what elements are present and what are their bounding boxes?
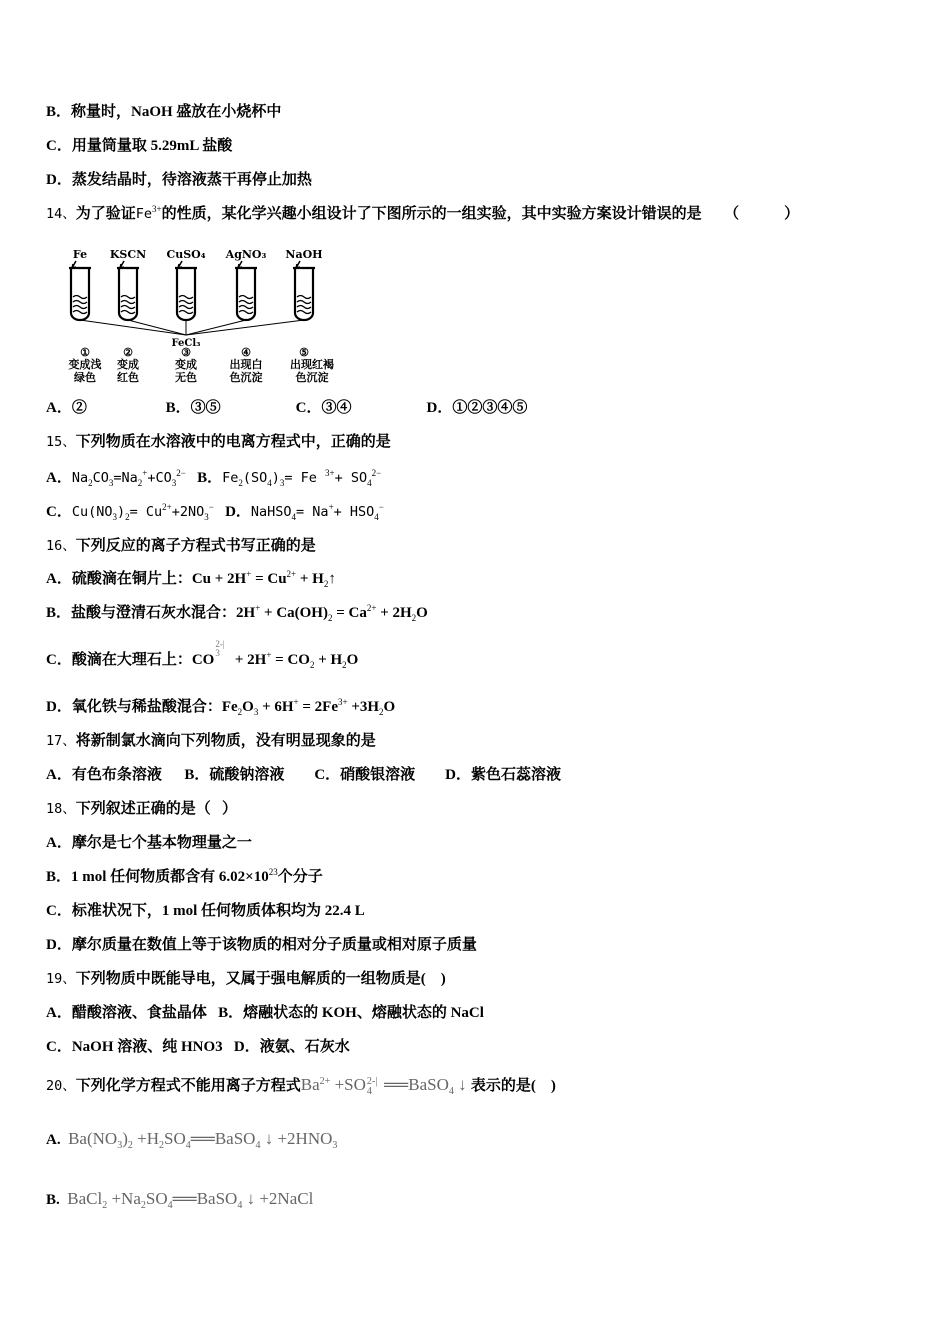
text-segment: 下列化学方程式不能用离子方程式 — [75, 1078, 301, 1094]
result-number: ② — [123, 346, 133, 359]
text-segment: O — [242, 699, 254, 715]
reagent-label: AgNO₃ — [225, 248, 267, 261]
document-line — [46, 170, 312, 190]
text-segment: 2 — [137, 478, 143, 488]
text-segment: Na — [71, 470, 89, 486]
text-segment: D． — [426, 400, 453, 416]
text-segment: ) — [271, 470, 280, 486]
connector-line — [186, 320, 304, 335]
result-text: 色沉淀 — [295, 371, 329, 384]
text-segment: B．1 mol 任何物质都含有 6.02×10 — [46, 869, 269, 885]
text-segment: + 2H — [227, 652, 267, 668]
text-segment: − — [378, 502, 384, 512]
text-segment: 19、 — [46, 971, 76, 987]
liquid-wave — [121, 296, 135, 299]
text-segment: 23 — [268, 867, 278, 877]
text-segment: = Cu — [129, 504, 163, 520]
text-segment: + — [328, 502, 334, 512]
text-segment: − — [208, 502, 214, 512]
document-line — [46, 204, 799, 224]
text-segment: +3H — [347, 699, 380, 715]
text-segment: D．蒸发结晶时，待溶液蒸干再停止加热 — [46, 172, 312, 188]
text-segment: 个分子 — [277, 869, 323, 885]
result-text: 绿色 — [74, 371, 96, 384]
connector-line — [80, 320, 186, 335]
text-segment: D．氧化铁与稀盐酸混合：Fe — [46, 699, 238, 715]
text-segment: ══BaSO — [379, 1075, 449, 1094]
text-segment: + H — [296, 571, 324, 587]
text-segment: 17、 — [46, 733, 76, 749]
text-segment: 2 — [342, 660, 347, 670]
document-line — [46, 1037, 350, 1057]
text-segment: A．摩尔是七个基本物理量之一 — [46, 835, 252, 851]
text-segment: + H — [314, 652, 343, 668]
text-segment: D．摩尔质量在数值上等于该物质的相对分子质量或相对原子质量 — [46, 937, 477, 953]
text-segment: C． — [46, 504, 72, 520]
text-segment: 2+ — [319, 1076, 331, 1087]
result-number: ⑤ — [299, 346, 309, 359]
text-segment: C．NaOH 溶液、纯 HNO3 D．液氨、石灰水 — [46, 1039, 350, 1055]
text-segment: 2− — [371, 468, 382, 478]
text-segment: +CO — [147, 470, 172, 486]
text-segment: Fe — [222, 470, 239, 486]
text-segment: ② — [71, 400, 166, 416]
text-segment: +H — [132, 1129, 160, 1148]
liquid-wave — [239, 296, 253, 299]
text-segment: 2 — [411, 613, 417, 623]
text-segment: B． — [197, 470, 223, 486]
result-text: 红色 — [117, 371, 139, 384]
stacked-charge-index: 2-|4 — [366, 1075, 378, 1097]
liquid-wave — [239, 301, 253, 304]
text-segment: 3 — [112, 512, 117, 522]
text-segment: 16、 — [46, 538, 76, 554]
text-segment: ══BaSO — [172, 1189, 238, 1208]
text-segment: 4 — [448, 1086, 454, 1097]
text-segment: A． — [46, 470, 72, 486]
result-text: 出现红褐 — [290, 358, 334, 371]
liquid-wave — [297, 311, 311, 314]
liquid-wave — [179, 306, 193, 309]
text-segment: 2 — [327, 613, 333, 623]
reagent-label: KSCN — [109, 248, 147, 261]
connector-line — [128, 320, 186, 335]
text-segment: B．盐酸与澄清石灰水混合：2H — [46, 605, 256, 621]
document-line — [46, 799, 237, 819]
text-segment: BaCl — [67, 1189, 103, 1208]
text-segment: 下列物质中既能导电，又属于强电解质的一组物质是( ) — [75, 971, 446, 987]
text-segment: = CO — [271, 652, 310, 668]
text-segment: =Na — [113, 470, 138, 486]
text-segment: 将新制氯水滴向下列物质，没有明显现象的是 — [75, 733, 376, 749]
document-line — [46, 398, 527, 418]
text-segment: ③④ — [321, 400, 427, 416]
liquid-wave — [73, 301, 87, 304]
text-segment: ↓ +2NaCl — [242, 1189, 314, 1208]
document-line — [46, 102, 281, 122]
liquid-wave — [297, 301, 311, 304]
result-number: ③ — [181, 346, 191, 359]
text-segment: A. — [46, 1132, 69, 1148]
text-segment: = Na — [296, 504, 329, 520]
document-line — [46, 432, 391, 452]
text-segment: 15、 — [46, 434, 76, 450]
text-segment: ↑ — [328, 571, 336, 587]
experiment-diagram — [52, 243, 352, 388]
text-segment: Fe — [135, 206, 153, 222]
liquid-wave — [179, 311, 193, 314]
document-line — [46, 603, 428, 623]
text-segment: 2+ — [366, 603, 377, 613]
document-line — [46, 569, 336, 589]
text-segment: 2 — [237, 707, 243, 717]
text-segment: + 2H — [376, 605, 412, 621]
text-segment: + 6H — [258, 699, 294, 715]
reagent-label: NaOH — [285, 248, 323, 261]
reagent-label: CuSO₄ — [166, 248, 206, 261]
text-segment: B．称量时，NaOH 盛放在小烧杯中 — [46, 104, 282, 120]
document-line — [46, 1129, 337, 1150]
text-segment: 2 — [102, 1200, 108, 1211]
text-segment: +2NO — [171, 504, 205, 520]
document-line — [46, 765, 561, 785]
text-segment: 3+ — [338, 697, 348, 707]
text-segment: 4 — [237, 1200, 243, 1211]
result-text: 变成浅 — [68, 358, 102, 371]
document-line — [46, 468, 381, 488]
text-segment: 3 — [108, 478, 114, 488]
text-segment: 2 — [309, 660, 315, 670]
text-segment: 3 — [204, 512, 209, 522]
document-line — [46, 901, 365, 921]
document-line — [46, 1189, 313, 1210]
document-line — [46, 969, 446, 989]
text-segment: ↓ +2HNO — [260, 1129, 333, 1148]
text-segment: C．标准状况下，1 mol 任何物质体积均为 22.4 L — [46, 903, 365, 919]
text-segment: 3+ — [152, 204, 162, 214]
text-segment: ↓ — [453, 1075, 471, 1094]
text-segment: 4 — [374, 512, 379, 522]
text-segment: Ba — [300, 1075, 320, 1094]
text-segment: A． — [46, 400, 72, 416]
result-number: ① — [80, 346, 90, 359]
text-segment: NaHSO — [250, 504, 292, 520]
text-segment: + — [246, 569, 252, 579]
text-segment: + — [266, 650, 272, 660]
connector-line — [186, 320, 246, 335]
text-segment: 4 — [367, 478, 372, 488]
text-segment: + Ca(OH) — [260, 605, 328, 621]
text-segment: = Fe — [284, 470, 326, 486]
text-segment: O — [383, 699, 396, 715]
text-segment: 2 — [140, 1200, 146, 1211]
text-segment: 18、 — [46, 801, 76, 817]
document-line — [46, 731, 376, 751]
center-reagent-label: FeCl₃ — [171, 338, 201, 349]
text-segment: 的性质，某化学兴趣小组设计了下图所示的一组实验，其中实验方案设计错误的是 （ ） — [161, 206, 800, 222]
document-line — [46, 1003, 484, 1023]
text-segment: A．硫酸滴在铜片上：Cu + 2H — [46, 571, 247, 587]
text-segment: 2 — [238, 478, 243, 488]
text-segment: SO — [164, 1129, 186, 1148]
result-text: 出现白 — [229, 358, 263, 371]
text-segment: ) — [116, 504, 126, 520]
text-segment: O — [416, 605, 428, 621]
text-segment: A．有色布条溶液 B．硫酸钠溶液 C．硝酸银溶液 D．紫色石蕊溶液 — [46, 767, 562, 783]
liquid-wave — [297, 296, 311, 299]
text-segment: + — [255, 603, 261, 613]
liquid-wave — [239, 306, 253, 309]
text-segment: 4 — [167, 1200, 173, 1211]
text-segment: 3 — [117, 1140, 123, 1151]
text-segment: SO — [145, 1189, 168, 1208]
liquid-wave — [239, 311, 253, 314]
text-segment: + — [293, 697, 299, 707]
text-segment: = 2Fe — [298, 699, 338, 715]
document-line — [46, 697, 395, 717]
text-segment: = Ca — [332, 605, 367, 621]
text-segment: 2− — [176, 468, 186, 478]
liquid-wave — [73, 296, 87, 299]
result-text: 无色 — [175, 371, 197, 384]
text-segment: 2+ — [162, 502, 172, 512]
text-segment: 2 — [323, 579, 329, 589]
liquid-wave — [179, 296, 193, 299]
text-segment: +SO — [330, 1075, 366, 1094]
text-segment: 下列叙述正确的是（ ） — [75, 801, 238, 817]
result-text: 变成 — [175, 358, 197, 371]
document-line — [46, 638, 359, 670]
text-segment: 2 — [159, 1140, 165, 1151]
text-segment: B． — [165, 400, 191, 416]
text-segment: A．醋酸溶液、食盐晶体 B．熔融状态的 KOH、熔融状态的 NaCl — [46, 1005, 484, 1021]
liquid-wave — [121, 301, 135, 304]
text-segment: C．用量筒量取 5.29mL 盐酸 — [46, 138, 233, 154]
text-segment: 4 — [267, 478, 272, 488]
text-segment: ) — [122, 1129, 128, 1148]
text-segment: C． — [295, 400, 322, 416]
stacked-charge-index: 2-|3 — [215, 638, 225, 658]
text-segment: 2+ — [286, 569, 297, 579]
text-segment: 2 — [125, 512, 130, 522]
text-segment: 下列物质在水溶液中的电离方程式中，正确的是 — [75, 434, 391, 450]
text-segment: 4 — [291, 512, 297, 522]
text-segment: CO — [92, 470, 109, 486]
text-segment: B. — [46, 1192, 68, 1208]
liquid-wave — [73, 306, 87, 309]
liquid-wave — [179, 301, 193, 304]
document-line — [46, 502, 384, 522]
text-segment: 表示的是( ) — [470, 1078, 556, 1094]
text-segment: +Na — [107, 1189, 141, 1208]
text-segment: 3 — [171, 478, 177, 488]
text-segment: + SO — [334, 470, 368, 486]
text-segment — [186, 470, 197, 486]
text-segment: = Cu — [251, 571, 287, 587]
text-segment: ( — [86, 1129, 93, 1148]
text-segment: 3 — [279, 478, 285, 488]
text-segment: ③⑤ — [190, 400, 296, 416]
result-number: ④ — [241, 346, 251, 359]
text-segment: Cu(NO — [71, 504, 113, 520]
document-line — [46, 136, 232, 156]
text-segment: O — [346, 652, 359, 668]
text-segment: 4 — [185, 1140, 191, 1151]
liquid-wave — [121, 306, 135, 309]
text-segment: 下列反应的离子方程式书写正确的是 — [75, 538, 316, 554]
text-segment: 2 — [379, 707, 384, 717]
text-segment: (SO — [242, 470, 268, 486]
document-line — [46, 833, 252, 853]
result-text: 色沉淀 — [229, 371, 263, 384]
document-line — [46, 536, 316, 556]
text-segment: 3 — [332, 1140, 338, 1151]
liquid-wave — [121, 311, 135, 314]
text-segment: 3+ — [325, 468, 335, 478]
text-segment: 为了验证 — [75, 206, 136, 222]
text-segment: C．酸滴在大理石上：CO — [46, 652, 215, 668]
liquid-wave — [297, 306, 311, 309]
text-segment: 20、 — [46, 1078, 76, 1094]
text-segment: D． — [225, 504, 251, 520]
text-segment: 14、 — [46, 206, 76, 222]
text-segment: 2 — [88, 478, 93, 488]
text-segment: NO — [92, 1129, 118, 1148]
liquid-wave — [73, 311, 87, 314]
document-line — [46, 1075, 556, 1097]
text-segment: + HSO — [333, 504, 375, 520]
text-segment: 4 — [255, 1140, 261, 1151]
text-segment: ══BaSO — [190, 1129, 256, 1148]
text-segment — [214, 504, 225, 520]
text-segment: 3 — [253, 707, 259, 717]
document-line — [46, 935, 477, 955]
result-text: 变成 — [117, 358, 139, 371]
text-segment: ①②③④⑤ — [452, 400, 528, 416]
reagent-label: Fe — [72, 248, 88, 261]
document-line — [46, 867, 323, 887]
text-segment: Ba — [68, 1129, 87, 1148]
text-segment: + — [142, 468, 148, 478]
text-segment: 2 — [127, 1140, 133, 1151]
